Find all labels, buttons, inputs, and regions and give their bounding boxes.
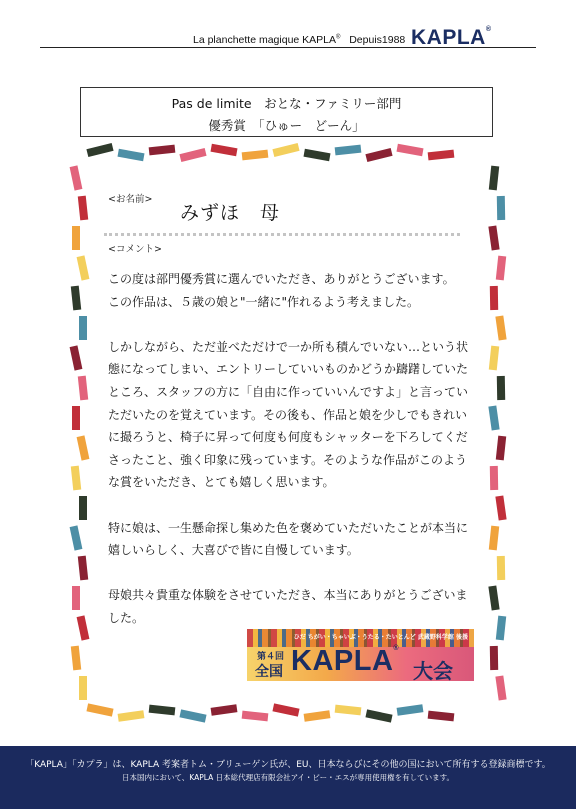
- comment-line: 態になってしまい、エントリーしていいものかどうか躊躇していた: [108, 362, 469, 377]
- kapla-plank: [496, 436, 506, 461]
- comment-line: した。: [108, 610, 145, 625]
- kapla-plank: [496, 616, 506, 641]
- kapla-plank: [78, 196, 88, 221]
- kapla-plank: [495, 496, 506, 521]
- comment-blank-line: [108, 313, 478, 336]
- comment-line: しかしながら、ただ並べただけで一か所も積んでいない…という状: [108, 339, 469, 354]
- trademark-footer: [0, 746, 576, 809]
- kapla-plank: [78, 556, 88, 581]
- kapla-plank: [70, 345, 83, 370]
- footer-trademark-line: 「KAPLA」「カプラ」は、KAPLA 考案者トム・ブリューゲン氏が、EU、日本ならびにその他の国において所有する登録商標です。: [25, 760, 551, 770]
- comment-blank-line: [108, 494, 478, 517]
- comment-line: な賞をいただき、とても嬉しく思います。: [108, 475, 335, 490]
- name-label: <お名前>: [108, 194, 153, 205]
- award-prize: 優秀賞 「ひゅー どーん」: [208, 118, 365, 133]
- kapla-plank: [72, 406, 80, 430]
- kapla-plank: [86, 143, 113, 157]
- entrant-name: みずほ 母: [180, 202, 281, 224]
- comment-line: さったこと、強く印象に残っています。そのような作品がこのよう: [108, 452, 468, 467]
- kapla-plank: [149, 145, 176, 156]
- comment-line: ただいたのを覚えています。その後も、作品と娘を少しでもきれい: [108, 407, 468, 422]
- banner-zenkoku: 全国: [255, 664, 283, 680]
- kapla-plank: [272, 143, 299, 157]
- comment-body: [108, 268, 478, 630]
- kapla-plank: [179, 148, 206, 162]
- kapla-plank: [397, 144, 424, 156]
- kapla-plank: [72, 226, 80, 250]
- award-category: Pas de limite おとな・ファミリー部門: [171, 96, 402, 111]
- kapla-plank: [495, 316, 506, 341]
- kapla-logo: KAPLA®: [411, 26, 492, 49]
- kapla-plank: [242, 150, 269, 161]
- kapla-plank: [365, 148, 392, 162]
- kapla-plank: [79, 676, 87, 700]
- kapla-plank: [211, 144, 238, 156]
- dotted-divider: [104, 233, 460, 236]
- kapla-plank: [179, 709, 206, 722]
- kapla-plank: [488, 226, 499, 251]
- kapla-plank: [428, 711, 455, 722]
- kapla-plank: [72, 586, 80, 610]
- kapla-plank: [77, 615, 90, 640]
- kapla-plank: [488, 586, 499, 611]
- kapla-plank: [242, 711, 269, 722]
- banner-edition: 第４回: [257, 652, 285, 662]
- kapla-plank: [77, 255, 90, 280]
- brand-tagline: La planchette magique KAPLA® Depuis1988: [193, 34, 406, 46]
- kapla-plank: [497, 556, 505, 580]
- kapla-plank: [335, 705, 362, 716]
- kapla-plank: [71, 286, 81, 311]
- comment-line: ところ、スタッフの方に「自由に作っていいんですよ」と言ってい: [108, 384, 469, 399]
- kapla-plank: [428, 150, 455, 161]
- kapla-plank: [490, 466, 498, 490]
- kapla-plank: [495, 676, 506, 701]
- kapla-plank: [70, 165, 83, 190]
- comment-line: 母娘共々貴重な体験をさせていただき、本当にありがとうございま: [108, 588, 468, 603]
- kapla-plank: [86, 703, 113, 716]
- kapla-plank: [496, 256, 506, 281]
- kapla-plank: [490, 286, 498, 310]
- banner-taikai: 大会: [413, 659, 453, 681]
- kapla-plank: [78, 376, 88, 401]
- since-year: Depuis1988: [349, 34, 406, 46]
- comment-line: この度は部門優秀賞に選んでいただき、ありがとうございます。: [108, 272, 455, 286]
- comment-blank-line: [108, 562, 478, 585]
- kapla-plank: [489, 166, 499, 191]
- comment-line: 嬉しいらしく、大喜びで皆に自慢しています。: [108, 543, 359, 558]
- banner-subtitle: ひだ ちがい・ちゃいぶ・うたる・たいとんど 武蔵野科学館 後援: [293, 634, 468, 641]
- kapla-plank: [497, 196, 505, 220]
- kapla-plank: [489, 346, 499, 371]
- kapla-contest-banner: [247, 629, 474, 681]
- kapla-plank: [489, 526, 499, 551]
- kapla-plank: [79, 496, 87, 520]
- kapla-plank: [304, 149, 331, 161]
- kapla-plank: [118, 710, 145, 722]
- kapla-plank: [118, 149, 145, 161]
- footer-license-line: 日本国内において、KAPLA 日本総代理店有限会社アイ・ビー・エスが専用使用権を有しています。: [121, 773, 455, 782]
- kapla-plank: [497, 376, 505, 400]
- kapla-plank: [335, 145, 362, 156]
- comment-line: この作品は、５歳の娘と"一緒に"作れるよう考えました。: [108, 294, 420, 309]
- comment-label: <コメント>: [108, 244, 162, 255]
- kapla-plank: [79, 316, 87, 340]
- kapla-plank: [71, 466, 81, 491]
- kapla-plank: [304, 710, 331, 722]
- kapla-plank: [490, 646, 498, 670]
- kapla-plank: [365, 709, 392, 722]
- kapla-plank: [70, 525, 83, 550]
- kapla-plank: [149, 705, 176, 716]
- comment-line: に撮ろうと、椅子に昇って何度も何度もシャッターを下ろしてくだ: [108, 430, 468, 445]
- kapla-plank: [71, 646, 81, 671]
- kapla-plank: [397, 704, 424, 716]
- comment-line: 特に娘は、一生懸命探し集めた色を褒めていただいたことが本当に: [108, 520, 469, 535]
- kapla-plank: [488, 406, 499, 431]
- banner-kapla-logo: KAPLA®: [291, 645, 400, 677]
- kapla-plank: [77, 435, 90, 460]
- kapla-plank: [272, 703, 299, 716]
- kapla-plank: [211, 704, 238, 716]
